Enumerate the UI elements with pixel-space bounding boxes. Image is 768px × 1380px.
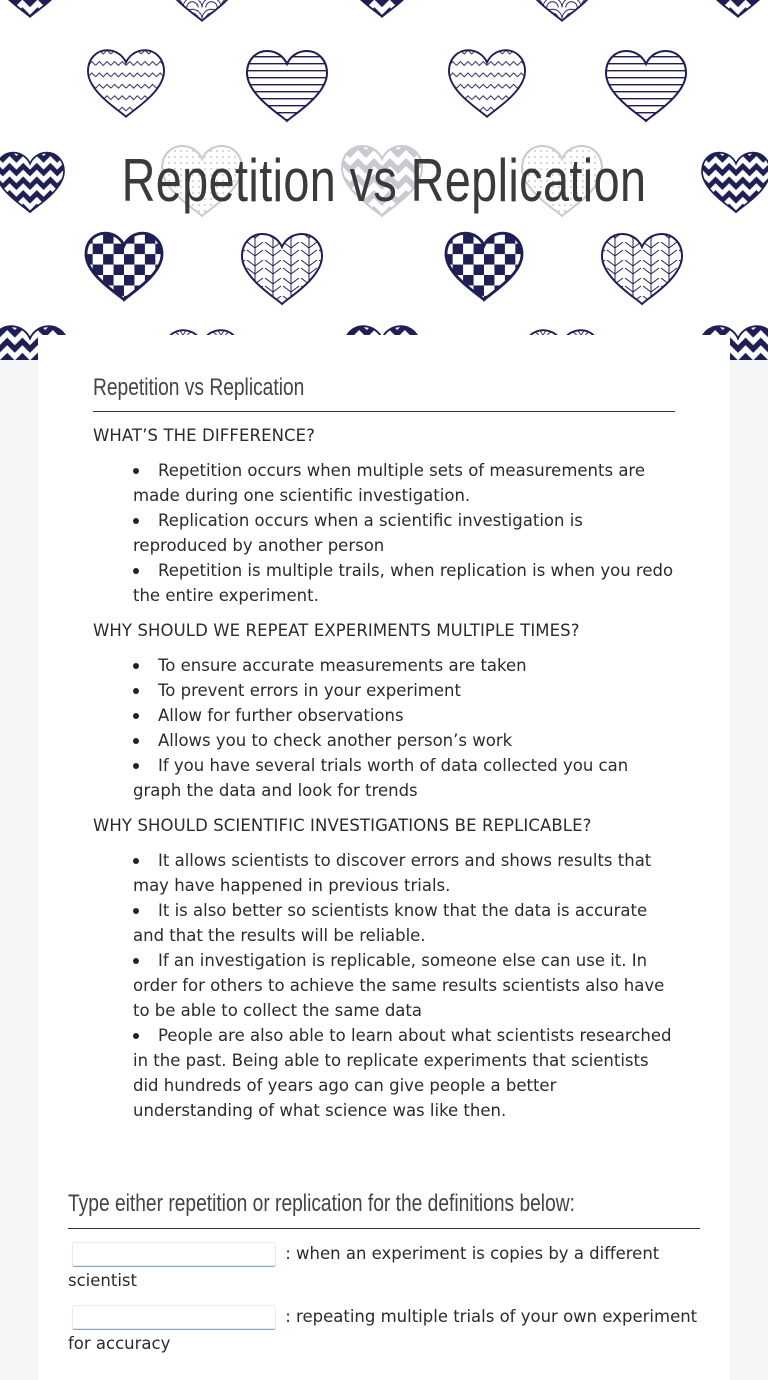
bullet-list: [93, 848, 678, 1123]
definition-text: : when an experiment is copies by a different scientist: [68, 1244, 660, 1290]
bullet-icon: [133, 713, 139, 719]
question-heading: WHY SHOULD WE REPEAT EXPERIMENTS MULTIPLE TIMES?: [93, 621, 580, 640]
bullet-icon: [133, 468, 139, 474]
bullet-icon: [133, 518, 139, 524]
section-divider-info: [93, 411, 675, 412]
list-item: People are also able to learn about what scientists researched in the past. Being able to replicate experiments that scientists did hundreds of years ago can give people a better understanding of what science was like then.: [133, 1026, 672, 1120]
section-heading-quiz: Type either repetition or replication for the definitions below:: [68, 1190, 575, 1217]
bullet-icon: [133, 688, 139, 694]
bullet-icon: [133, 738, 139, 744]
answer-input-1[interactable]: [72, 1242, 276, 1267]
definition-row: [68, 1303, 700, 1357]
bullet-icon: [133, 763, 139, 769]
list-item: To ensure accurate measurements are taken: [133, 653, 678, 678]
info-content: [93, 421, 678, 1133]
list-item: If you have several trials worth of data collected you can graph the data and look for trends: [133, 756, 629, 800]
bullet-list: [93, 458, 678, 608]
list-item: It allows scientists to discover errors and shows results that may have happened in previous trials.: [133, 851, 652, 895]
list-item: If an investigation is replicable, someone else can use it. In order for others to achieve the same results scientists also have to be able to collect the same data: [133, 951, 665, 1020]
page-title: Repetition vs Replication: [121, 147, 647, 214]
question-heading: WHAT’S THE DIFFERENCE?: [93, 426, 316, 445]
list-item: Replication occurs when a scientific investigation is reproduced by another person: [133, 511, 583, 555]
bullet-icon: [133, 1033, 139, 1039]
bullet-icon: [133, 568, 139, 574]
bullet-list: [93, 653, 678, 803]
bullet-icon: [133, 663, 139, 669]
list-item: Repetition is multiple trails, when replication is when you redo the entire experiment.: [133, 561, 674, 605]
list-item: To prevent errors in your experiment: [133, 678, 678, 703]
list-item: It is also better so scientists know that the data is accurate and that the results will be reliable.: [133, 901, 648, 945]
bullet-icon: [133, 908, 139, 914]
section-heading-info: Repetition vs Replication: [93, 374, 305, 401]
list-item: Allows you to check another person’s work: [133, 728, 678, 753]
definition-text: : repeating multiple trials of your own experiment for accuracy: [68, 1307, 698, 1353]
list-item: Repetition occurs when multiple sets of measurements are made during one scientific investigation.: [133, 461, 645, 505]
header-banner: [0, 0, 768, 360]
list-item: Allow for further observations: [133, 703, 678, 728]
bullet-icon: [133, 858, 139, 864]
definition-row: [68, 1240, 700, 1294]
question-heading: WHY SHOULD SCIENTIFIC INVESTIGATIONS BE REPLICABLE?: [93, 816, 592, 835]
section-divider-quiz: [68, 1228, 700, 1229]
answer-input-2[interactable]: [72, 1305, 276, 1330]
bullet-icon: [133, 958, 139, 964]
